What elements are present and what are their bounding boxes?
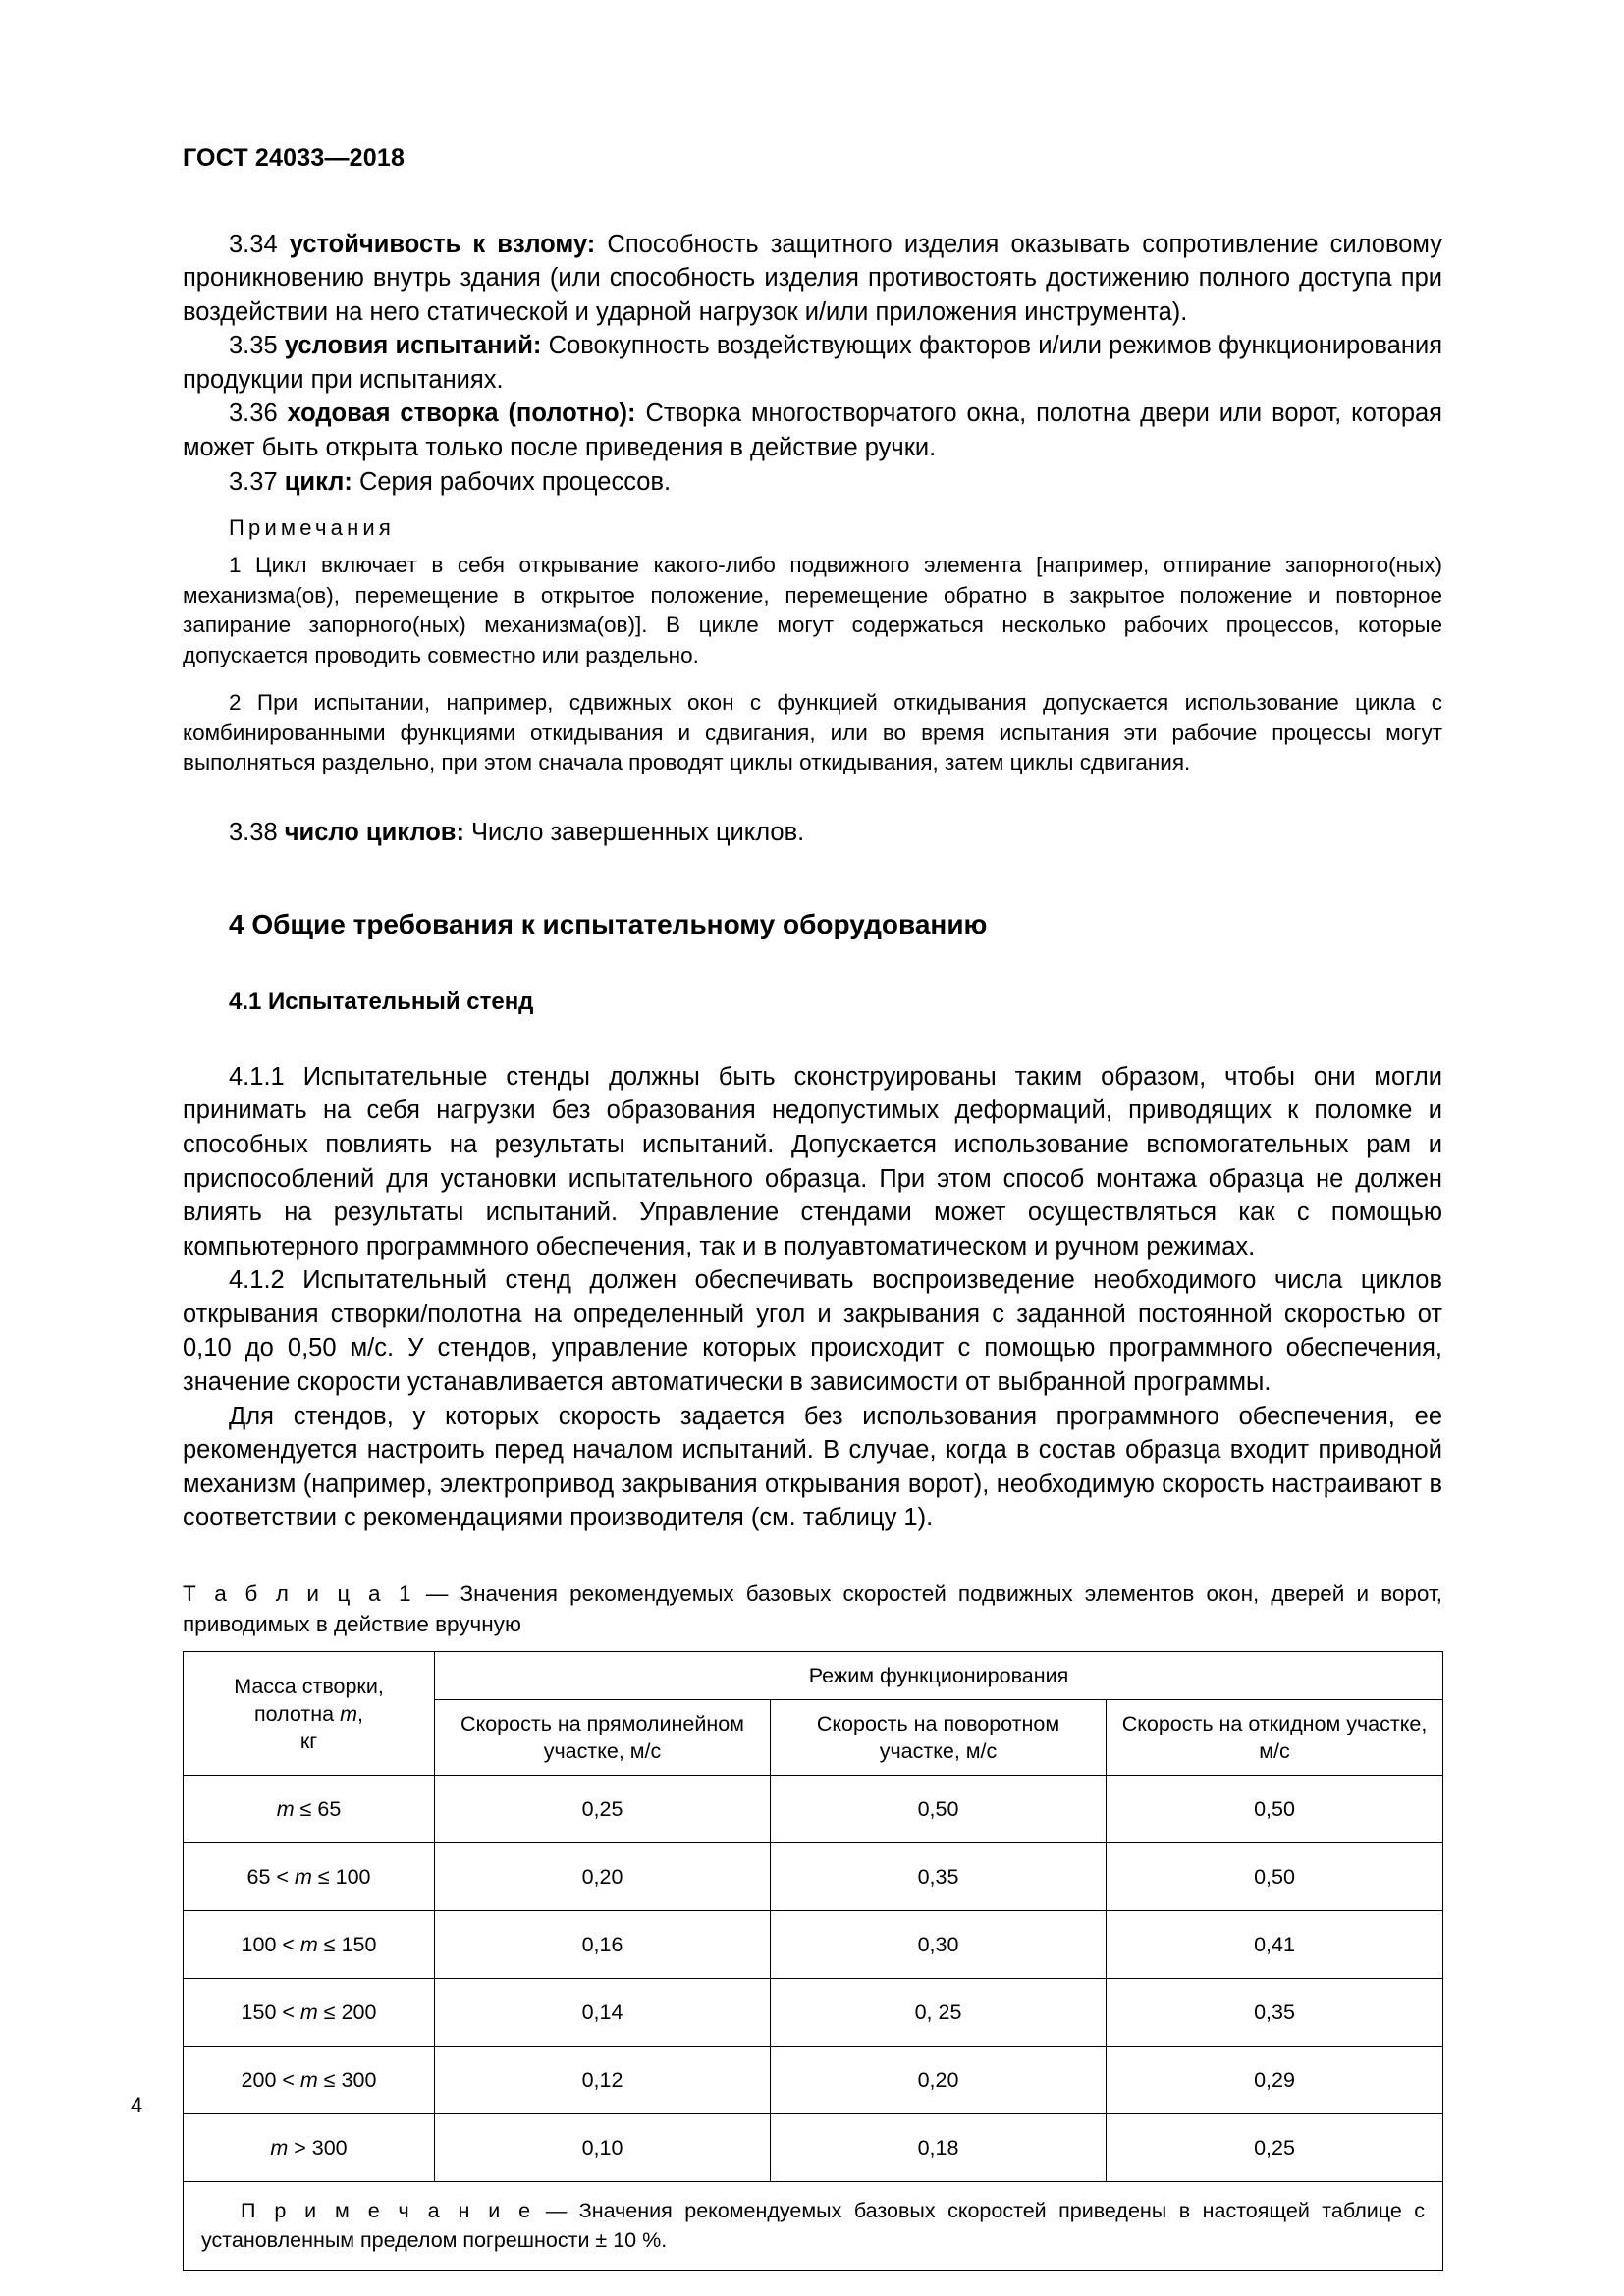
document-header: ГОСТ 24033—2018: [183, 144, 406, 172]
mass-post: ≤ 65: [294, 1797, 342, 1822]
note-item-2: 2 При испытании, например, сдвижных окон с функцией откидывания допускается использование цикла с комбинированными функциями откидывания и сдвигания, или во время испытания эти рабочие процессы могут выполняться раздельно, при этом сначала проводят циклы откидывания, затем циклы сдвигания.: [183, 690, 1442, 775]
table-header-mode: Режим функционирования: [435, 1652, 1443, 1700]
notes-title: Примечания: [229, 515, 396, 541]
table-row: [184, 1979, 1443, 2047]
mass-symbol: m: [270, 2136, 289, 2161]
table-footnote: [184, 2182, 1443, 2271]
table-header-col-1: Скорость на прямолинейном участке, м/с: [435, 1700, 771, 1776]
header-mass-comma: ,: [357, 1701, 363, 1726]
table-caption: [183, 1578, 1442, 1639]
table-row: [184, 2114, 1443, 2182]
paragraph-4-1-2-cont: Для стендов, у которых скорость задается без использования программного обеспечения, ее рекомендуется настроить перед началом испытаний. В случае, когда в состав образца входит приводной механизм (например, электропривод закрывания открывания ворот), необходимую скорость настраивают в соответствии с рекомендациями производителя (см. таблицу 1).: [183, 1402, 1442, 1532]
table-row: [184, 1843, 1443, 1911]
table-cell-mass: [184, 1776, 435, 1843]
table-cell-v2: 0,18: [771, 2114, 1107, 2182]
mass-pre: 100 <: [241, 1933, 300, 1957]
header-mass-line1: Масса створки, полотна: [234, 1674, 384, 1726]
definition-text: Серия рабочих процессов.: [352, 467, 672, 496]
table-cell-v3: 0,29: [1107, 2047, 1443, 2114]
section-4-heading: 4 Общие требования к испытательному оборудованию: [229, 909, 988, 940]
table-cell-v2: 0,35: [771, 1843, 1107, 1911]
section-4-1-heading: 4.1 Испытательный стенд: [229, 988, 534, 1015]
header-mass-unit: кг: [299, 1729, 318, 1753]
mass-post: ≤ 150: [317, 1933, 377, 1957]
speeds-table: [183, 1651, 1443, 2271]
definition-3-37: [183, 465, 1442, 500]
footnote-label: П р и м е ч а н и е: [241, 2199, 534, 2223]
table-row: [184, 1911, 1443, 1979]
table-header-mass: [184, 1652, 435, 1776]
mass-post: > 300: [288, 2136, 348, 2161]
table-cell-v2: 0,20: [771, 2047, 1107, 2114]
footnote-text: — Значения рекомендуемых базовых скоростей приведены в настоящей таблице с установленным пределом погрешности ± 10 %.: [201, 2199, 1426, 2253]
table-caption-label: Т а б л и ц а 1: [183, 1581, 414, 1607]
table-cell-v1: 0,10: [435, 2114, 771, 2182]
spacer: [183, 778, 1442, 816]
page-content: [183, 145, 1442, 2271]
definition-number: 3.36: [229, 400, 278, 428]
definition-3-38: [183, 816, 1442, 850]
note-item-1: 1 Цикл включает в себя открывание какого-либо подвижного элемента [например, отпирание запорного(ных) механизма(ов), перемещение в открытое положение, перемещение обратно в закрытое положение и повторное запирание запорного(ных) механизма(ов)]. В цикле могут содержаться несколько рабочих процессов, которые допускается проводить совместно или раздельно.: [183, 553, 1442, 667]
table-cell-v3: 0,25: [1107, 2114, 1443, 2182]
definition-number: 3.35: [229, 332, 278, 360]
definition-number: 3.37: [229, 467, 278, 496]
spacer: [183, 1535, 1442, 1578]
definition-term: цикл:: [284, 467, 352, 496]
table-caption-text: — Значения рекомендуемых базовых скоростей подвижных элементов окон, дверей и ворот, приводимых в действие вручную: [183, 1581, 1443, 1637]
paragraph-4-1-2: 4.1.2 Испытательный стенд должен обеспечивать воспроизведение необходимого числа циклов открывания створки/полотна на определенный угол и закрывания с заданной постоянной скоростью от 0,10 до 0,50 м/с. У стендов, управление которых происходит с помощью программного обеспечения, значение скорости устанавливается автоматически в зависимости от выбранной программы.: [183, 1266, 1442, 1397]
spacer: [183, 1017, 1442, 1060]
definition-term: ходовая створка (полотно):: [287, 400, 636, 428]
mass-symbol: m: [299, 2068, 318, 2093]
table-cell-v3: 0,50: [1107, 1843, 1443, 1911]
table-cell-v2: 0,30: [771, 1911, 1107, 1979]
mass-symbol: m: [299, 2001, 318, 2025]
table-header-row-1: [184, 1652, 1443, 1700]
definition-text: Способность защитного изделия оказывать сопротивление силовому проникновению внутрь здания (или способность изделия противостоять достижению полного доступа при воздействии на него статической и ударной нагрузок и/или приложения инструмента).: [183, 230, 1442, 326]
table-footnote-row: [184, 2182, 1443, 2271]
definition-3-34: [183, 228, 1442, 330]
header-mass-symbol: m: [340, 1701, 357, 1726]
table-cell-v3: 0,41: [1107, 1911, 1443, 1979]
paragraph-4-1-1: 4.1.1 Испытательные стенды должны быть сконструированы таким образом, чтобы они могли принимать на себя нагрузки без образования недопустимых деформаций, приводящих к поломке и способных повлиять на результаты испытаний. Допускается использование вспомогательных рам и приспособлений для установки испытательного образца. При этом способ монтажа образца не должен влиять на результаты испытаний. Управление стендами может осуществляться как с помощью компьютерного программного обеспечения, так и в полуавтоматическом и ручном режимах.: [183, 1062, 1442, 1260]
definition-number: 3.34: [229, 230, 278, 258]
mass-symbol: m: [276, 1797, 295, 1822]
table-cell-v1: 0,14: [435, 1979, 771, 2047]
table-cell-v2: 0, 25: [771, 1979, 1107, 2047]
page-number: 4: [131, 2093, 143, 2117]
definition-3-36: [183, 397, 1442, 464]
mass-symbol: m: [299, 1933, 318, 1957]
definition-term: устойчивость к взлому:: [289, 230, 596, 258]
table-cell-v2: 0,50: [771, 1776, 1107, 1843]
mass-pre: 200 <: [241, 2068, 300, 2093]
mass-pre: 150 <: [241, 2001, 300, 2025]
table-cell-mass: [184, 1911, 435, 1979]
definition-3-35: [183, 329, 1442, 397]
mass-symbol: m: [294, 1865, 312, 1890]
mass-post: ≤ 300: [317, 2068, 377, 2093]
definition-term: условия испытаний:: [284, 332, 542, 360]
table-cell-v3: 0,50: [1107, 1776, 1443, 1843]
table-header-col-2: Скорость на поворотном участке, м/с: [771, 1700, 1107, 1776]
table-cell-mass: [184, 1843, 435, 1911]
table-cell-v1: 0,16: [435, 1911, 771, 1979]
definition-text: Створка многостворчатого окна, полотна двери или ворот, которая может быть открыта только после приведения в действие ручки.: [183, 400, 1442, 462]
definition-text: Совокупность воздействующих факторов и/или режимов функционирования продукции при испытаниях.: [183, 332, 1443, 394]
table-cell-mass: [184, 2114, 435, 2182]
table-cell-v1: 0,12: [435, 2047, 771, 2114]
definition-number: 3.38: [229, 818, 278, 846]
table-row: [184, 1776, 1443, 1843]
table-cell-v3: 0,35: [1107, 1979, 1443, 2047]
table-cell-mass: [184, 1979, 435, 2047]
table-row: [184, 2047, 1443, 2114]
mass-post: ≤ 200: [317, 2001, 377, 2025]
definition-term: число циклов:: [284, 818, 464, 846]
mass-post: ≤ 100: [311, 1865, 371, 1890]
table-header-col-3: Скорость на откидном участке, м/с: [1107, 1700, 1443, 1776]
mass-pre: 65 <: [246, 1865, 295, 1890]
table-cell-v1: 0,20: [435, 1843, 771, 1911]
table-cell-v1: 0,25: [435, 1776, 771, 1843]
definition-text: Число завершенных циклов.: [463, 818, 805, 846]
table-cell-mass: [184, 2047, 435, 2114]
